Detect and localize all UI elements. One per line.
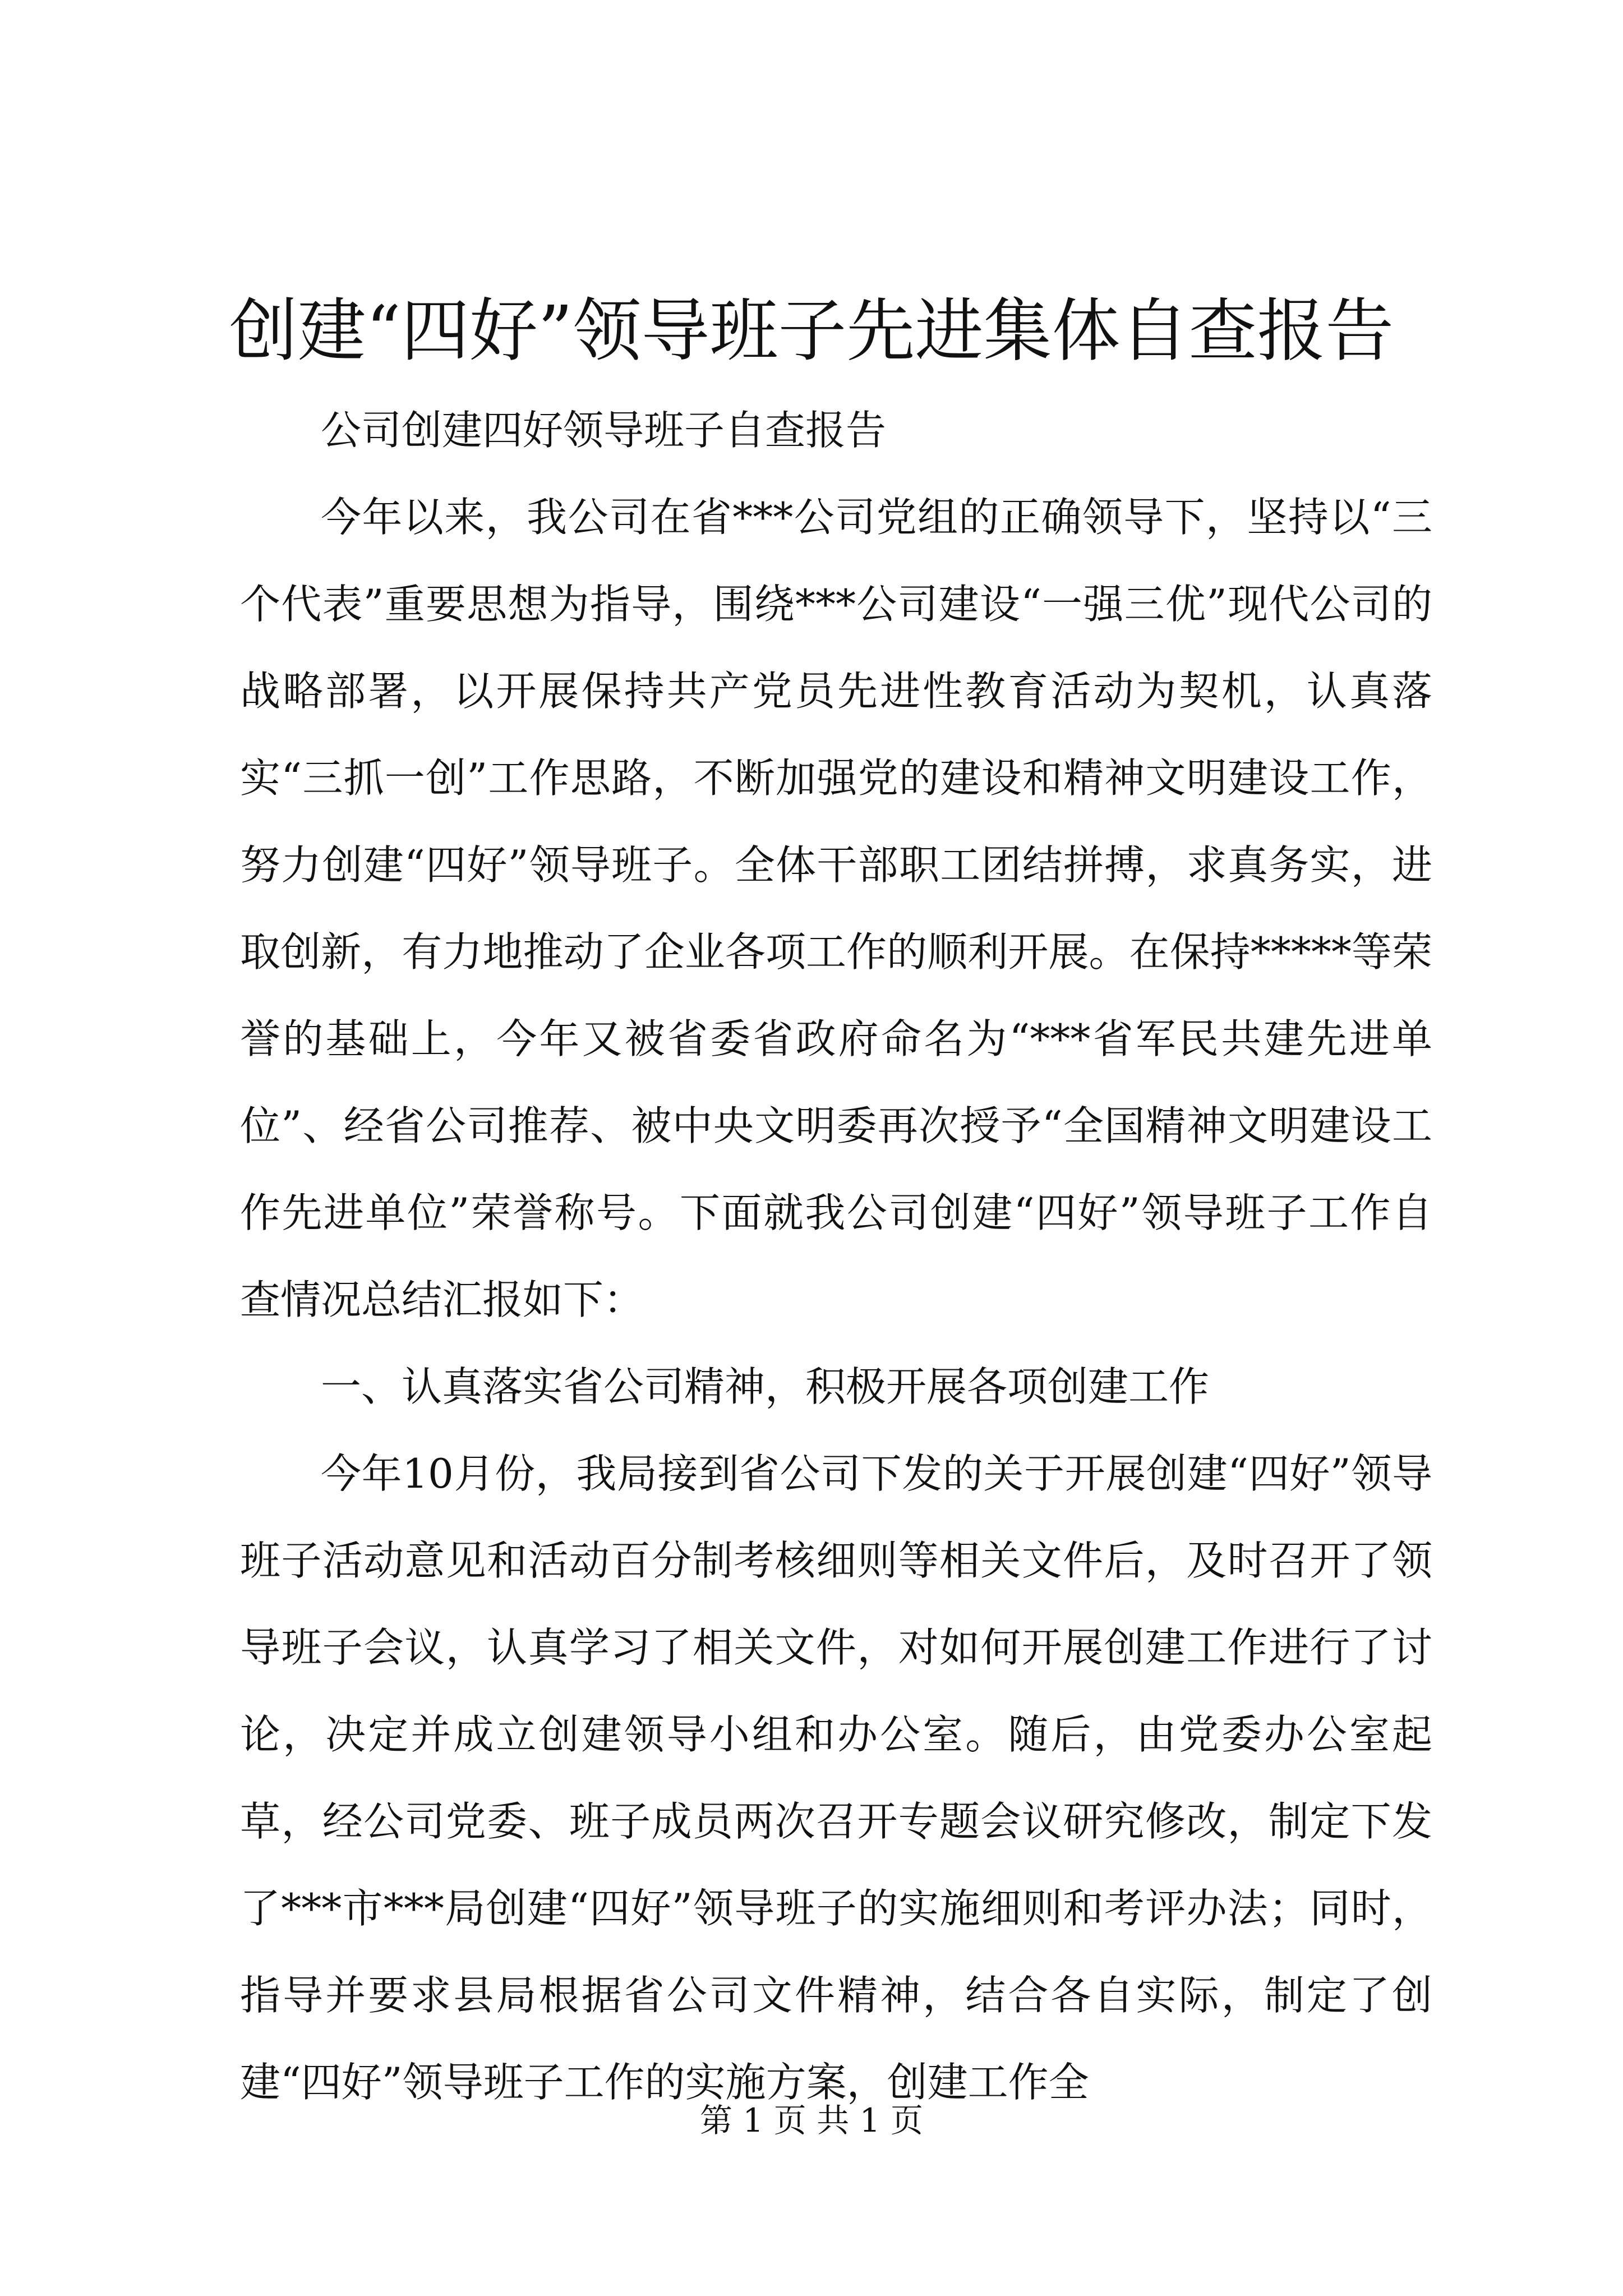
paragraph-intro: 今年以来，我公司在省***公司党组的正确领导下，坚持以“三个代表”重要思想为指导，围绕***公司建设“一强三优”现代公司的战略部署，以开展保持共产党员先进性教育活动为契机，认真落实“三抓一创”工作思路，不断加强党的建设和精神文明建设工作，努力创建“四好”领导班子。全体干部职工团结拼搏，求真务实，进取创新，有力地推动了企业各项工作的顺利开展。在保持*****等荣誉的基础上，今年又被省委省政府命名为“***省军民共建先进单位”、经省公司推荐、被中央文明委再次授予“全国精神文明建设工作先进单位”荣誉称号。下面就我公司创建“四好”领导班子工作自查情况总结汇报如下： xyxy=(240,494,1432,1323)
page-footer: 第 1 页 共 1 页 xyxy=(700,2101,923,2139)
paragraph-section-1: 今年10月份，我局接到省公司下发的关于开展创建“四好”领导班子活动意见和活动百分制考核细则等相关文件后，及时召开了领导班子会议，认真学习了相关文件，对如何开展创建工作进行了讨论，决定并成立创建领导小组和办公室。随后，由党委办公室起草，经公司党委、班子成员两次召开专题会议研究修改，制定下发了***市***局创建“四好”领导班子的实施细则和考评办法；同时，指导并要求县局根据省公司文件精神，结合各自实际，制定了创建“四好”领导班子工作的实施方案，创建工作全 xyxy=(240,1450,1432,2106)
document-title: 创建“四好”领导班子先进集体自查报告 xyxy=(229,291,1394,371)
document-subtitle: 公司创建四好领导班子自查报告 xyxy=(321,407,887,454)
document-body xyxy=(240,387,1432,2126)
section-heading-1: 一、认真落实省公司精神，积极开展各项创建工作 xyxy=(321,1363,1210,1410)
